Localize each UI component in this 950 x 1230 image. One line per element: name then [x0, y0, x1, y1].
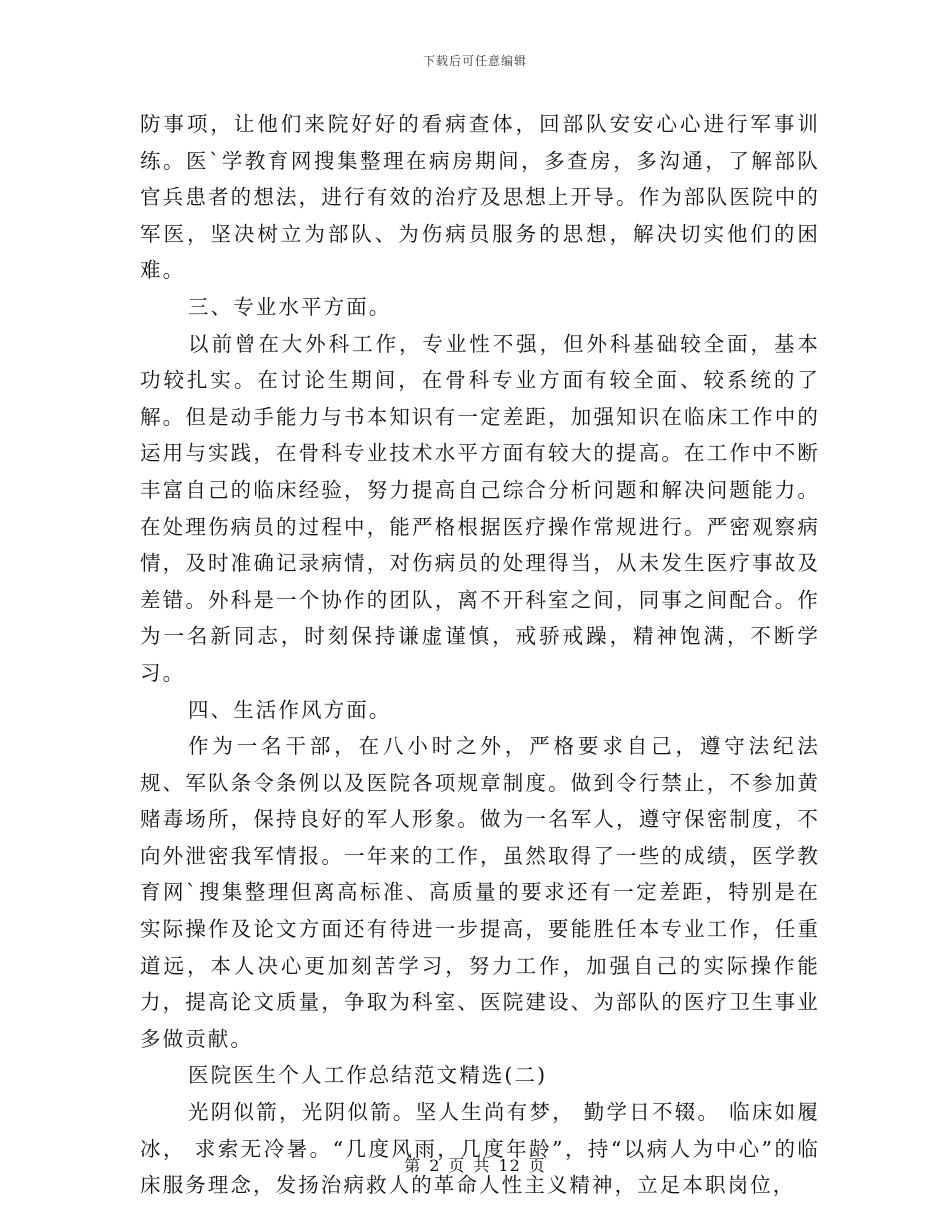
section-heading: 四、生活作风方面。 [188, 697, 392, 722]
page-total-number: 12 [498, 1156, 521, 1175]
page-label-prefix: 第 [404, 1156, 422, 1175]
paragraph: 光阴似箭，光阴似箭。坚人生尚有梦， 勤学日不辍。 临床如履冰， 求索无冷暑。“几度风雨，几度年龄”，持“以病人为中心”的临床服务理念，发扬治病救人的革命人性主义精神，立足本职岗位， [140, 1100, 820, 1198]
page-footer [0, 1153, 950, 1176]
page-label-suffix: 页 [528, 1156, 546, 1175]
article-title: 医院医生个人工作总结范文精选(二) [188, 1063, 548, 1088]
paragraph: 防事项，让他们来院好好的看病查体，回部队安安心心进行军事训练。医`学教育网搜集整理在病房期间，多查房，多沟通，了解部队官兵患者的想法，进行有效的治疗及思想上开导。作为部队医院中的军医，坚决树立为部队、为伤病员服务的思想，解决切实他们的困难。 [140, 112, 820, 283]
page-label-mid1: 页 [448, 1156, 466, 1175]
page-label-mid2: 共 [473, 1156, 491, 1175]
section-heading: 三、专业水平方面。 [188, 294, 392, 319]
paragraph: 作为一名干部，在八小时之外，严格要求自己，遵守法纪法规、军队条令条例以及医院各项规章制度。做到令行禁止，不参加黄赌毒场所，保持良好的军人形象。做为一名军人，遵守保密制度，不向外泄密我军情报。一年来的工作，虽然取得了一些的成绩，医学教育网`搜集整理但离高标准、高质量的要求还有一定差距，特别是在实际操作及论文方面还有待进一步提高，要能胜任本专业工作，任重道远，本人决心更加刻苦学习，努力工作，加强自己的实际操作能力，提高论文质量，争取为科室、医院建设、为部队的医疗卫生事业多做贡献。 [140, 734, 820, 1051]
document-body [140, 106, 820, 1204]
page-header-note: 下载后可任意编辑 [422, 54, 527, 68]
page-current-number: 2 [429, 1156, 441, 1175]
paragraph: 以前曾在大外科工作，专业性不强，但外科基础较全面，基本功较扎实。在讨论生期间，在骨科专业方面有较全面、较系统的了解。但是动手能力与书本知识有一定差距，加强知识在临床工作中的运用与实践，在骨科专业技术水平方面有较大的提高。在工作中不断丰富自己的临床经验，努力提高自己综合分析问题和解决问题能力。在处理伤病员的过程中，能严格根据医疗操作常规进行。严密观察病情，及时准确记录病情，对伤病员的处理得当，从未发生医疗事故及差错。外科是一个协作的团队，离不开科室之间，同事之间配合。作为一名新同志，时刻保持谦虚谨慎，戒骄戒躁，精神饱满，不断学习。 [140, 331, 820, 685]
